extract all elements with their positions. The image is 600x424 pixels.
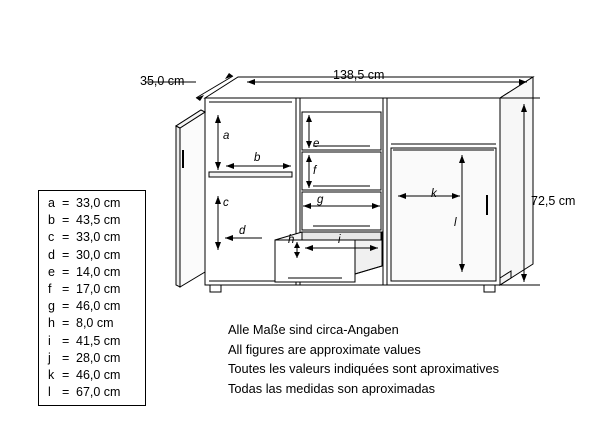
- legend-equals: =: [62, 368, 70, 383]
- legend-key: g: [48, 299, 55, 314]
- legend-row: [48, 367, 146, 384]
- left-shelf: [209, 172, 292, 177]
- drawer-4-opening: [302, 232, 381, 240]
- legend-row: [48, 298, 146, 315]
- legend-equals: =: [62, 213, 70, 228]
- legend-key: c: [48, 230, 55, 245]
- legend-row: [48, 384, 146, 401]
- callout-label-b: b: [254, 152, 261, 164]
- legend-value: 33,0 cm: [76, 230, 121, 245]
- cabinet-side-face: [500, 77, 533, 285]
- legend-key: f: [48, 282, 52, 297]
- right-door: [391, 148, 496, 281]
- legend-value: 33,0 cm: [76, 196, 121, 210]
- callout-label-e: e: [313, 138, 320, 150]
- callout-label-h: h: [288, 234, 295, 246]
- dim-label-height: 72,5 cm: [531, 194, 576, 208]
- legend-equals: =: [62, 264, 70, 279]
- dim-label-depth: 35,0 cm: [140, 74, 185, 88]
- legend-equals: =: [62, 282, 70, 297]
- callout-label-i: i: [338, 234, 341, 246]
- callout-label-a: a: [223, 130, 230, 142]
- note-line-fr: Toutes les valeurs indiquées sont aproximatives: [228, 361, 500, 377]
- callout-label-k: k: [431, 188, 437, 200]
- legend-value: 43,5 cm: [76, 213, 121, 228]
- drawer-4-front: [275, 240, 355, 282]
- legend-value: 67,0 cm: [76, 385, 121, 400]
- note-line-en: All figures are approximate values: [228, 341, 421, 357]
- note-line-es: Todas las medidas son aproximadas: [228, 380, 435, 396]
- legend-value: 14,0 cm: [76, 264, 121, 279]
- legend-key: k: [48, 368, 55, 383]
- legend-key: d: [48, 247, 55, 262]
- legend-value: 17,0 cm: [76, 282, 121, 297]
- legend-row: [48, 350, 146, 367]
- legend-equals: =: [62, 230, 70, 245]
- legend-value: 30,0 cm: [76, 247, 121, 262]
- legend-equals: =: [62, 350, 70, 365]
- callout-label-c: c: [223, 197, 229, 209]
- legend-row: [48, 229, 146, 246]
- legend-value: 8,0 cm: [76, 316, 114, 331]
- legend-row: [48, 281, 146, 298]
- legend-value: 46,0 cm: [76, 368, 121, 383]
- legend-row: [48, 264, 146, 281]
- legend-row: [48, 315, 146, 332]
- legend-equals: =: [62, 299, 70, 314]
- legend-key: l: [48, 385, 51, 400]
- legend-key: j: [48, 350, 51, 365]
- legend-row: [48, 195, 146, 212]
- legend-equals: =: [62, 333, 70, 348]
- legend-row: [48, 333, 146, 350]
- legend-key: h: [48, 316, 55, 331]
- approximation-notes: [228, 320, 499, 398]
- drawer-3: [302, 192, 381, 230]
- legend-equals: =: [62, 247, 70, 262]
- legend-value: 46,0 cm: [76, 299, 121, 314]
- dim-label-width: 138,5 cm: [333, 68, 385, 82]
- cabinet-foot-left: [210, 285, 221, 292]
- note-line-de: Alle Maße sind circa-Angaben: [228, 322, 399, 337]
- legend-row: [48, 212, 146, 229]
- callout-label-f: f: [313, 165, 317, 177]
- left-door-open-face: [180, 112, 205, 287]
- legend-row: [48, 247, 146, 264]
- left-door-edge: [176, 126, 180, 287]
- dim-height-arrow-bottom: [521, 274, 527, 282]
- legend-equals: =: [62, 316, 70, 331]
- callout-label-g: g: [317, 194, 324, 206]
- callout-label-d: d: [239, 225, 246, 237]
- cabinet-foot-right: [484, 285, 495, 292]
- legend-equals: =: [62, 385, 70, 400]
- legend-key: a: [48, 196, 55, 210]
- legend-value: 41,5 cm: [76, 333, 121, 348]
- legend-key: b: [48, 213, 55, 228]
- legend-rows: [48, 195, 146, 401]
- callout-label-l: l: [454, 217, 457, 229]
- legend-value: 28,0 cm: [76, 350, 121, 365]
- legend-equals: =: [62, 196, 70, 210]
- legend-key: e: [48, 264, 55, 279]
- legend-key: i: [48, 333, 51, 348]
